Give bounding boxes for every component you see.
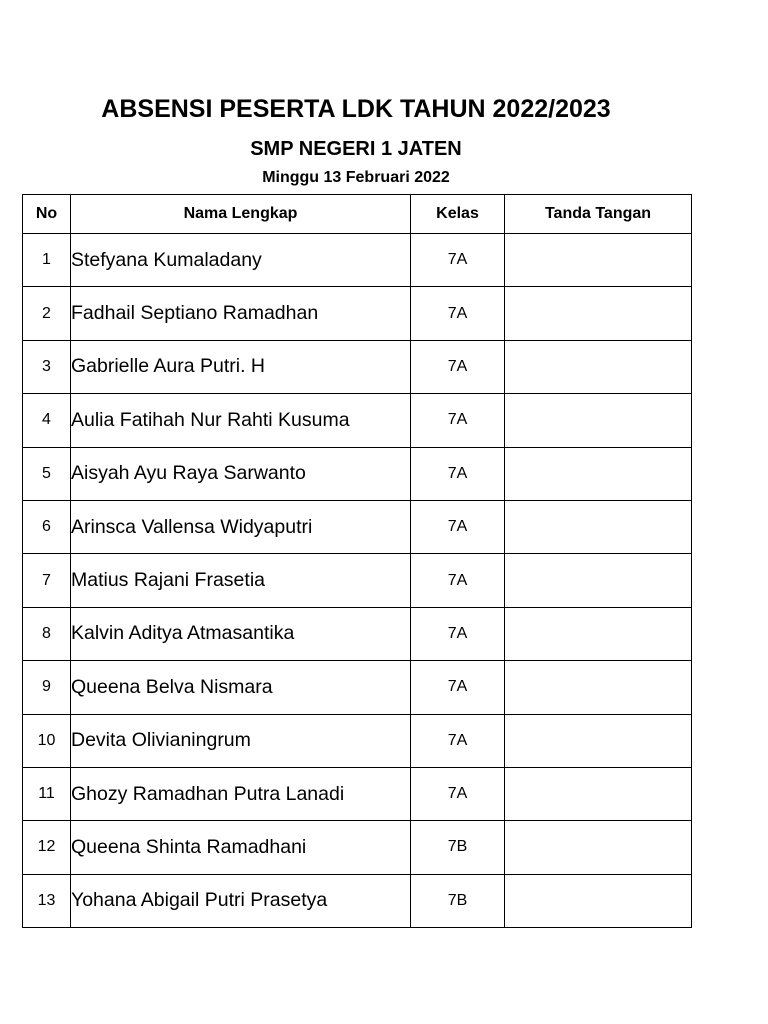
student-name: Queena Shinta Ramadhani <box>71 821 411 874</box>
attendance-table <box>22 194 692 928</box>
header-no: No <box>23 195 71 234</box>
row-number: 5 <box>23 447 71 500</box>
row-number: 12 <box>23 821 71 874</box>
signature-cell[interactable] <box>505 500 692 553</box>
school-name: SMP NEGERI 1 JATEN <box>250 138 462 160</box>
table-row <box>23 874 692 927</box>
signature-cell[interactable] <box>505 447 692 500</box>
student-class: 7A <box>411 767 505 820</box>
table-row <box>23 287 692 340</box>
table-row <box>23 234 692 287</box>
table-row <box>23 340 692 393</box>
student-name: Fadhail Septiano Ramadhan <box>71 287 411 340</box>
student-name: Aisyah Ayu Raya Sarwanto <box>71 447 411 500</box>
student-name: Matius Rajani Frasetia <box>71 554 411 607</box>
table-header-row <box>23 195 692 234</box>
student-class: 7A <box>411 340 505 393</box>
student-class: 7B <box>411 821 505 874</box>
signature-cell[interactable] <box>505 767 692 820</box>
signature-cell[interactable] <box>505 287 692 340</box>
row-number: 1 <box>23 234 71 287</box>
student-name: Kalvin Aditya Atmasantika <box>71 607 411 660</box>
table-row <box>23 554 692 607</box>
signature-cell[interactable] <box>505 340 692 393</box>
table-row <box>23 714 692 767</box>
student-class: 7A <box>411 234 505 287</box>
header-signature: Tanda Tangan <box>505 195 692 234</box>
signature-cell[interactable] <box>505 821 692 874</box>
signature-cell[interactable] <box>505 234 692 287</box>
row-number: 9 <box>23 661 71 714</box>
header-name: Nama Lengkap <box>71 195 411 234</box>
row-number: 3 <box>23 340 71 393</box>
signature-cell[interactable] <box>505 607 692 660</box>
table-row <box>23 607 692 660</box>
table-row <box>23 447 692 500</box>
student-name: Yohana Abigail Putri Prasetya <box>71 874 411 927</box>
row-number: 10 <box>23 714 71 767</box>
row-number: 4 <box>23 394 71 447</box>
header-kelas: Kelas <box>411 195 505 234</box>
table-row <box>23 661 692 714</box>
student-name: Devita Olivianingrum <box>71 714 411 767</box>
student-class: 7A <box>411 394 505 447</box>
student-class: 7A <box>411 287 505 340</box>
row-number: 6 <box>23 500 71 553</box>
student-name: Gabrielle Aura Putri. H <box>71 340 411 393</box>
student-class: 7A <box>411 607 505 660</box>
student-class: 7A <box>411 554 505 607</box>
student-name: Aulia Fatihah Nur Rahti Kusuma <box>71 394 411 447</box>
table-row <box>23 500 692 553</box>
row-number: 13 <box>23 874 71 927</box>
student-class: 7A <box>411 661 505 714</box>
event-date: Minggu 13 Februari 2022 <box>262 169 450 186</box>
signature-cell[interactable] <box>505 554 692 607</box>
signature-cell[interactable] <box>505 661 692 714</box>
table-row <box>23 394 692 447</box>
student-name: Queena Belva Nismara <box>71 661 411 714</box>
signature-cell[interactable] <box>505 714 692 767</box>
row-number: 11 <box>23 767 71 820</box>
student-name: Arinsca Vallensa Widyaputri <box>71 500 411 553</box>
signature-cell[interactable] <box>505 874 692 927</box>
document-title: ABSENSI PESERTA LDK TAHUN 2022/2023 <box>101 95 611 123</box>
row-number: 8 <box>23 607 71 660</box>
student-name: Ghozy Ramadhan Putra Lanadi <box>71 767 411 820</box>
student-name: Stefyana Kumaladany <box>71 234 411 287</box>
row-number: 2 <box>23 287 71 340</box>
student-class: 7A <box>411 500 505 553</box>
student-class: 7A <box>411 447 505 500</box>
row-number: 7 <box>23 554 71 607</box>
table-row <box>23 821 692 874</box>
signature-cell[interactable] <box>505 394 692 447</box>
student-class: 7A <box>411 714 505 767</box>
student-class: 7B <box>411 874 505 927</box>
table-row <box>23 767 692 820</box>
